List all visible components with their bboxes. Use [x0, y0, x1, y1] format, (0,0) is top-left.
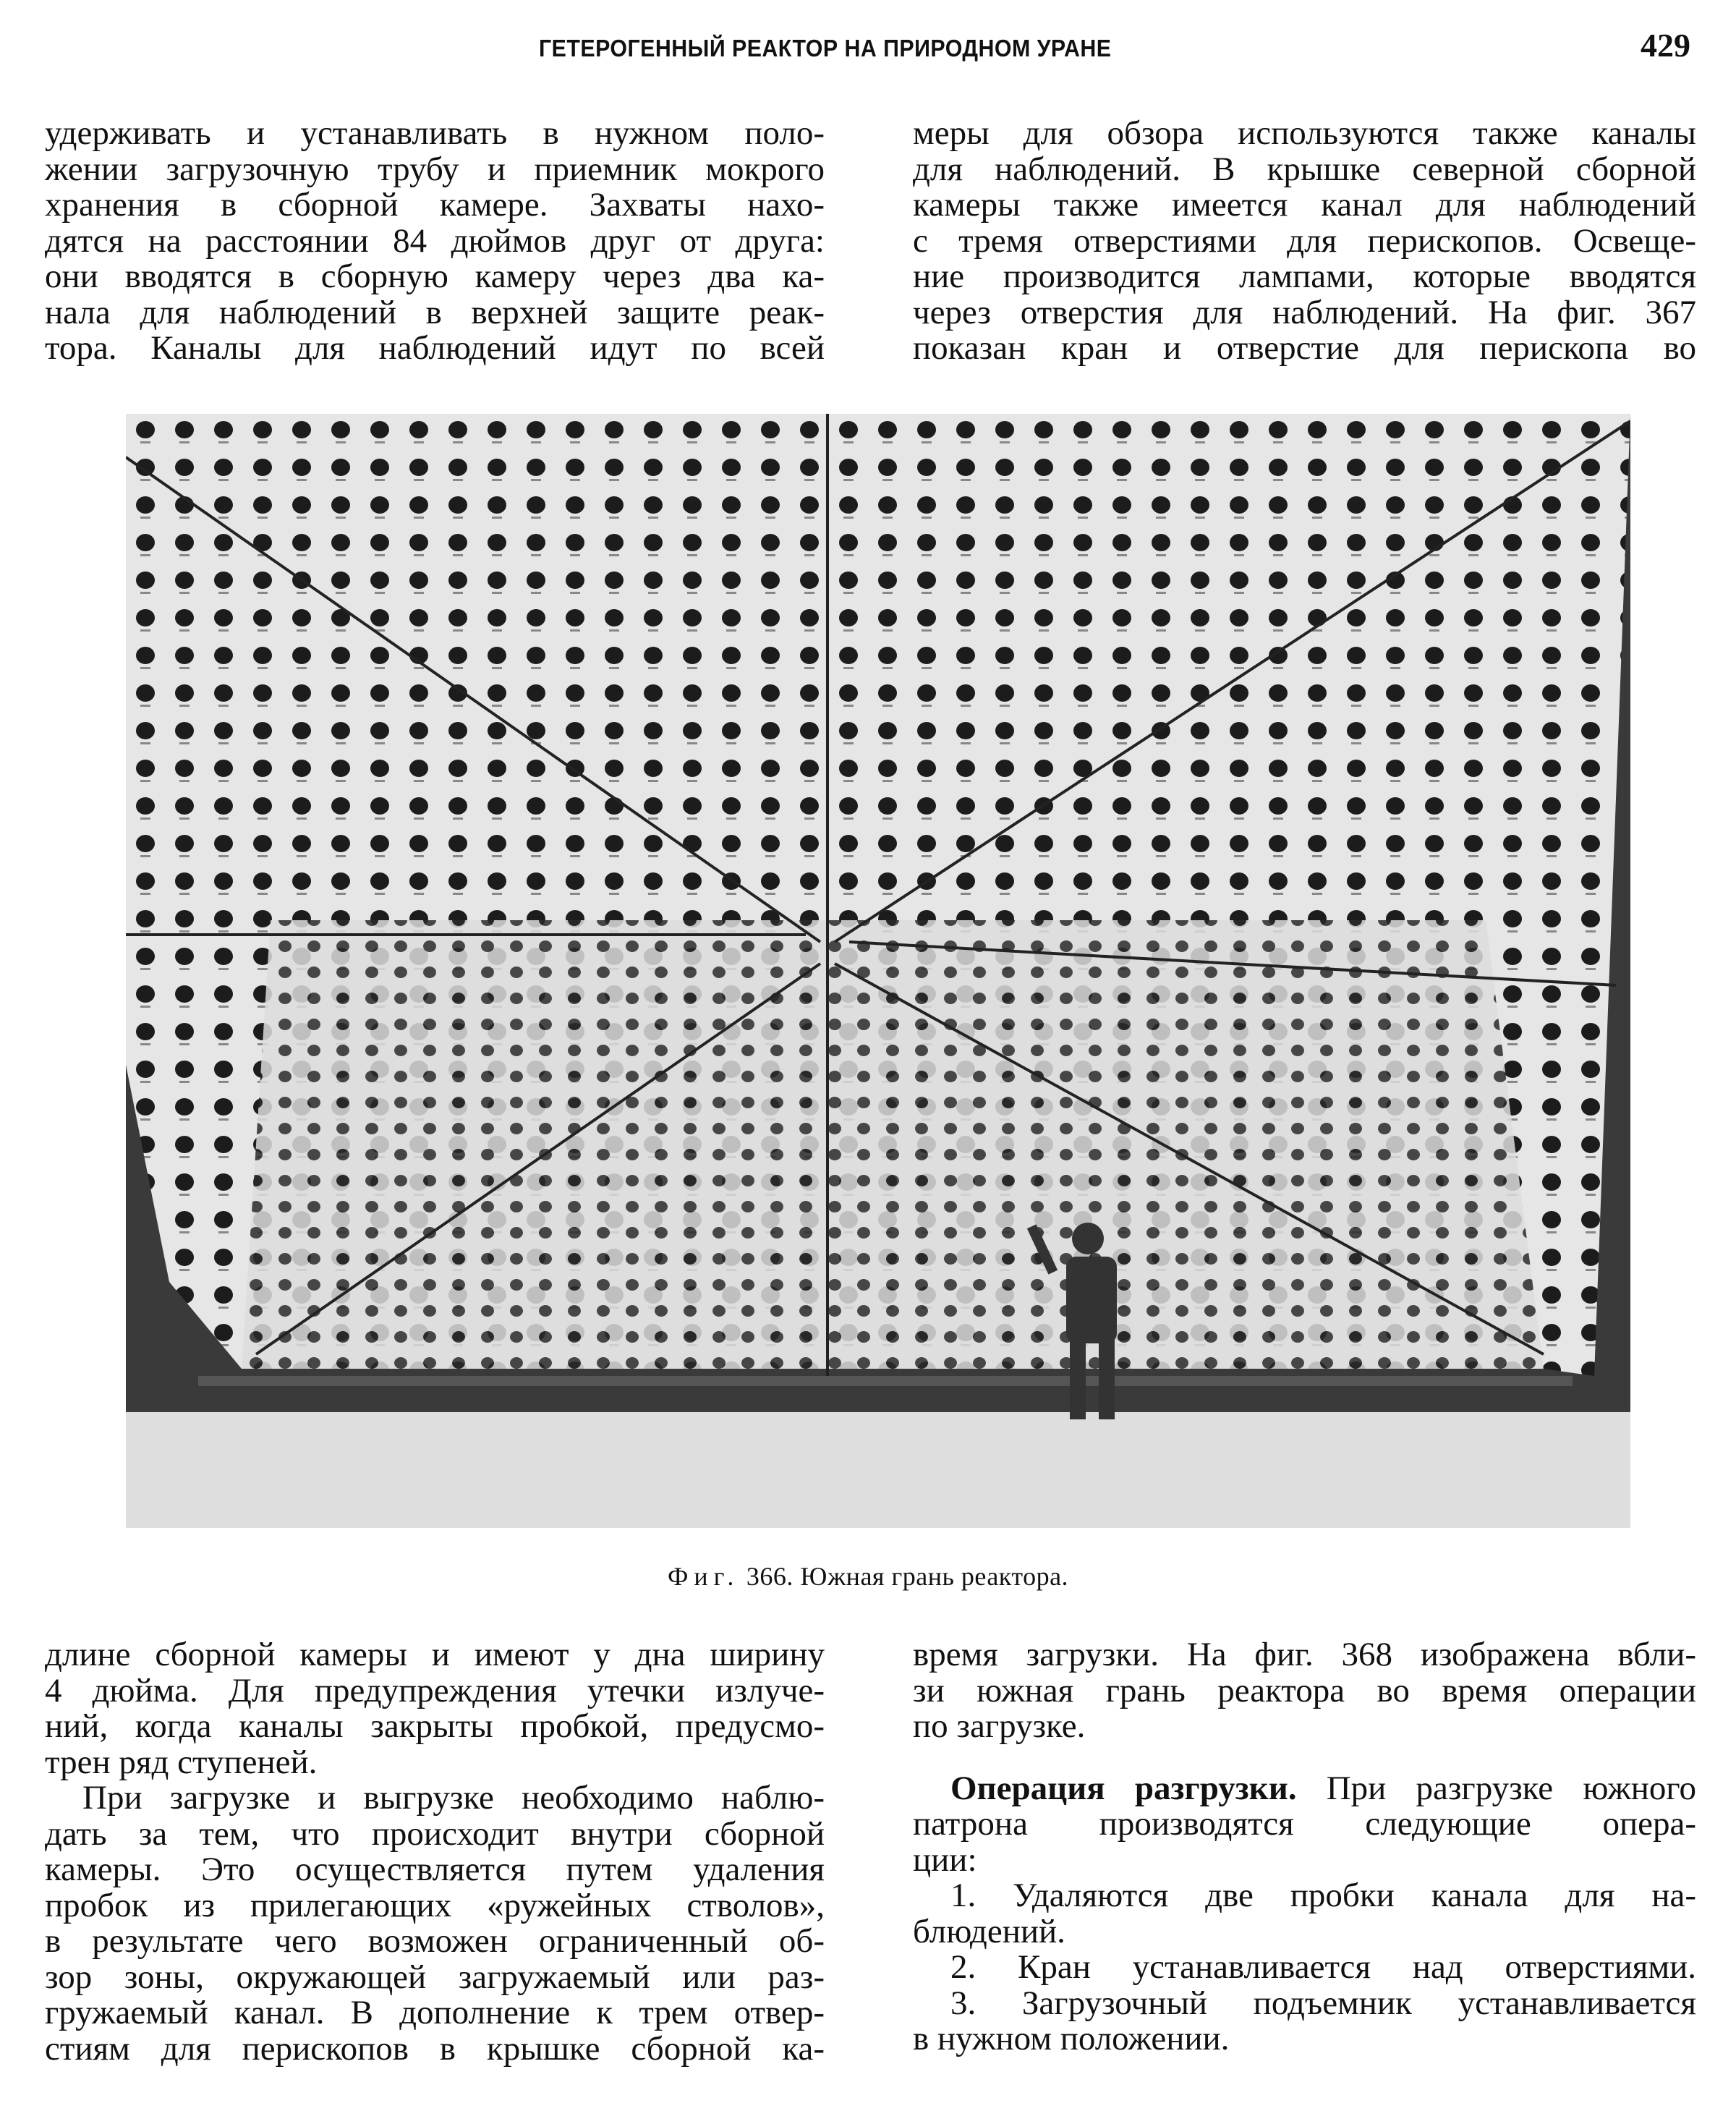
text-line: в результате чего возможен ограниченный об-: [45, 1922, 825, 1960]
text-line: по загрузке.: [913, 1707, 1086, 1745]
text-line: зи южная грань реактора во время операции: [913, 1671, 1696, 1709]
text-line: с тремя отверстиями для перископов. Освеще-: [913, 221, 1696, 260]
list-item-3-cont: в нужном положении.: [913, 2020, 1230, 2057]
page-header: [0, 29, 1736, 72]
text-line: стиям для перископов в крышке сборной ка-: [45, 2029, 825, 2068]
page-number: 429: [1641, 27, 1690, 64]
caption-prefix: Фиг.: [667, 1562, 740, 1591]
text-line: через отверстия для наблюдений. На фиг. 367: [913, 293, 1696, 331]
text-line: ние производится лампами, которые вводятся: [913, 258, 1696, 295]
text-line: камеры также имеется канал для наблюдений: [913, 186, 1696, 224]
top-right-column: [913, 116, 1696, 367]
text-run: При разгрузке южного: [1296, 1769, 1696, 1807]
list-item-3: 3. Загрузочный подъемник устанавливается: [950, 1984, 1696, 2022]
running-title: ГЕТЕРОГЕННЫЙ РЕАКТОР НА ПРИРОДНОМ УРАНЕ: [539, 35, 1112, 61]
section-heading: Операция разгрузки.: [950, 1769, 1297, 1807]
figure-caption: [0, 1561, 1736, 1592]
text-line: хранения в сборной камере. Захваты нахо-: [45, 186, 825, 224]
text-line: удерживать и устанавливать в нужном поло-: [45, 114, 825, 152]
text-line: камеры. Это осуществляется путем удаления: [45, 1851, 825, 1888]
text-line: для наблюдений. В крышке северной сборной: [913, 150, 1696, 188]
list-item-1-cont: блюдений.: [913, 1912, 1065, 1950]
list-item-1: 1. Удаляются две пробки канала для на-: [950, 1877, 1696, 1914]
text-line: жении загрузочную трубу и приемник мокрого: [45, 150, 825, 188]
paragraph-gap: [913, 1744, 1696, 1770]
text-line: показан кран и отверстие для перископа во: [913, 329, 1696, 367]
text-line: время загрузки. На фиг. 368 изображена вбли-: [913, 1636, 1696, 1673]
reactor-face-lower: [242, 920, 1544, 1369]
top-left-column: [45, 116, 825, 367]
text-line: меры для обзора используются также каналы: [913, 114, 1696, 152]
reactor-face-photo: [126, 414, 1630, 1528]
text-line: длине сборной камеры и имеют у дна ширину: [45, 1636, 825, 1673]
text-line: дятся на расстоянии 84 дюймов друг от друга:: [45, 221, 825, 260]
text-line: пробок из прилегающих «ружейных стволов»,: [45, 1886, 825, 1924]
text-line: патрона производятся следующие опера-: [913, 1805, 1696, 1843]
photo-drawing: [126, 414, 1630, 1528]
text-line: нала для наблюдений в верхней защите реак-: [45, 293, 825, 331]
text-line: они вводятся в сборную камеру через два ка-: [45, 258, 825, 295]
text-line: ции:: [913, 1840, 977, 1879]
caption-text: 366. Южная грань реактора.: [746, 1562, 1069, 1591]
railing: [198, 1376, 1573, 1386]
text-line: зор зоны, окружающей загружаемый или раз-: [45, 1958, 825, 1996]
text-line: дать за тем, что происходит внутри сборной: [45, 1814, 825, 1853]
text-line: гружаемый канал. В дополнение к трем отвер-: [45, 1994, 825, 2031]
list-item-2: 2. Кран устанавливается над отверстиями.: [950, 1948, 1696, 1986]
floor: [126, 1412, 1630, 1528]
text-line: ний, когда каналы закрыты пробкой, предусмо-: [45, 1707, 825, 1745]
section-heading-line: [913, 1770, 1696, 1806]
bottom-left-column: [45, 1636, 825, 2066]
bottom-right-column: [913, 1636, 1696, 2057]
text-line: тора. Каналы для наблюдений идут по всей: [45, 329, 825, 367]
text-line: При загрузке и выгрузке необходимо наблю-: [82, 1779, 825, 1817]
text-line: трен ряд ступеней.: [45, 1743, 318, 1781]
text-line: 4 дюйма. Для предупреждения утечки излуче-: [45, 1671, 825, 1709]
